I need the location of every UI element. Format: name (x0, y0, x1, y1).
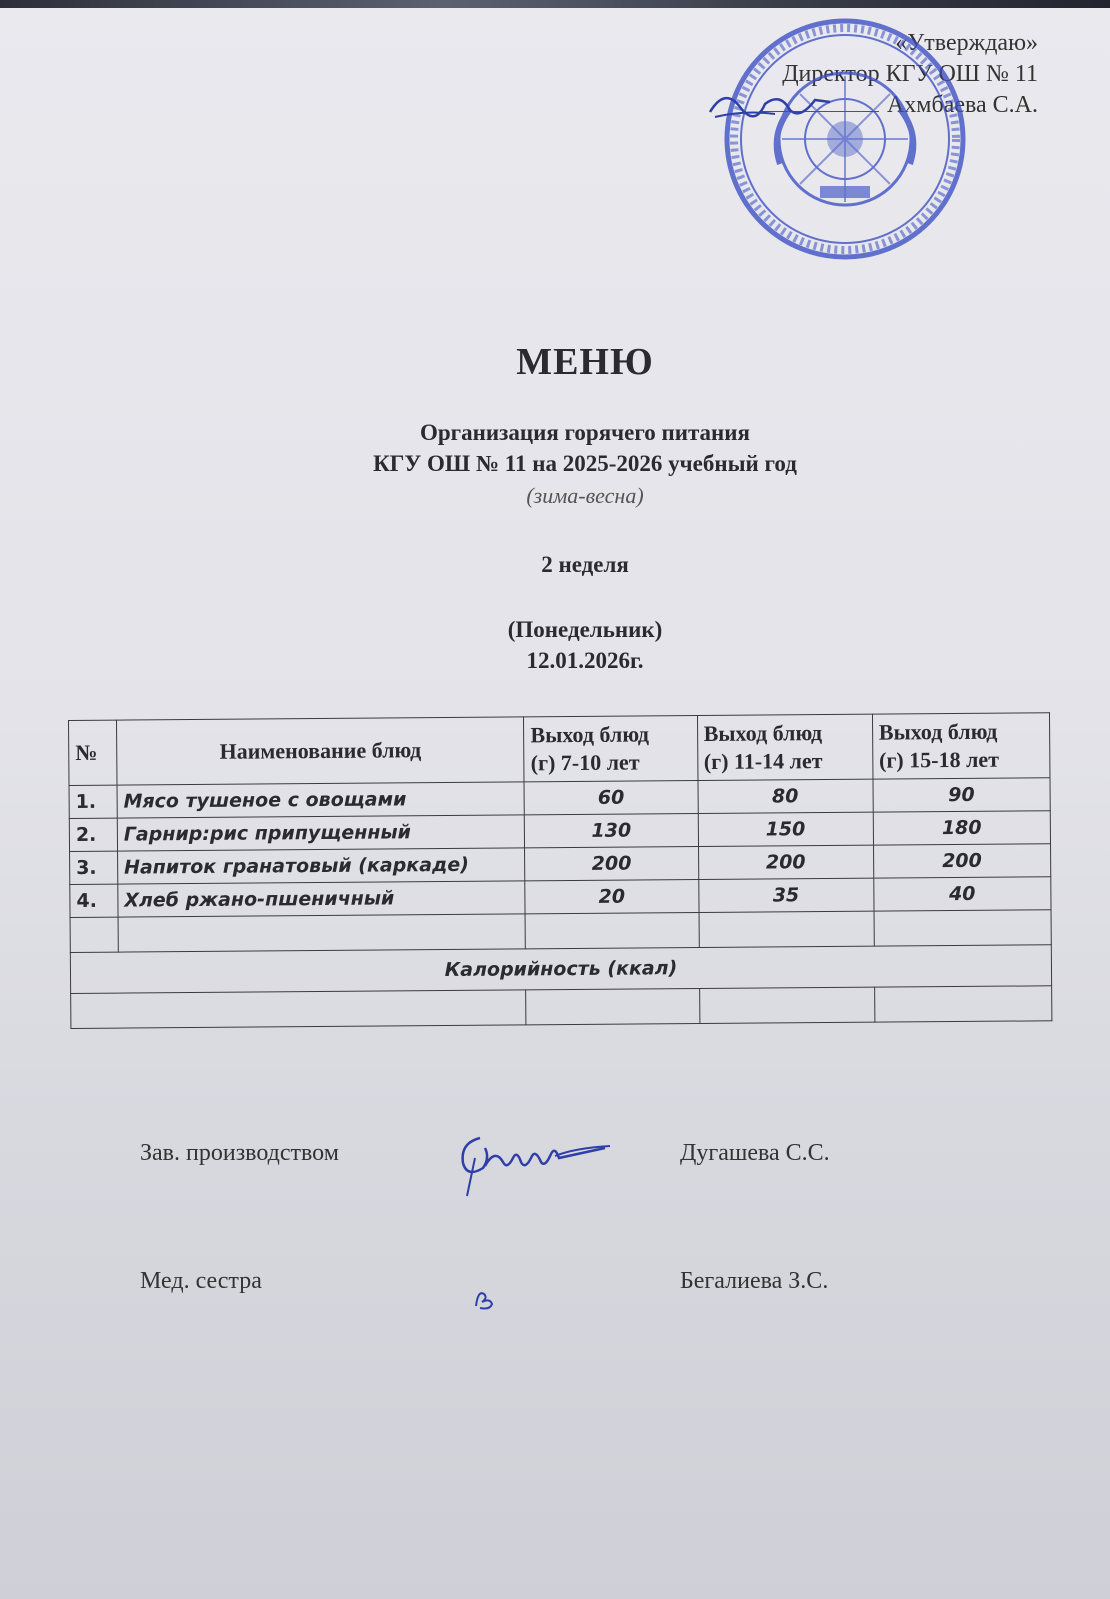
organization-line-1: Организация горячего питания (419, 420, 750, 445)
calories-label: Калорийность (ккал) (70, 945, 1051, 994)
header-yield-15-18: Выход блюд (г) 15-18 лет (872, 713, 1050, 779)
row-name: Гарнир:рис припущенный (117, 815, 525, 851)
organization-line-2: КГУ ОШ № 11 на 2025-2026 учебный год (373, 451, 797, 476)
row-value-11-14: 150 (698, 812, 873, 846)
row-num: 4. (70, 884, 118, 917)
production-manager-label: Зав. производством (140, 1140, 339, 1166)
row-value-15-18: 200 (873, 844, 1051, 878)
nurse-name: Бегалиева З.С. (680, 1268, 829, 1294)
photo-top-edge (0, 0, 1110, 8)
menu-table (68, 712, 1052, 1029)
row-value-7-10: 200 (525, 847, 698, 881)
approval-line-1: «Утверждаю» (895, 30, 1038, 56)
row-value-15-18: 90 (873, 778, 1051, 812)
production-signature-icon (455, 1118, 615, 1208)
row-value-7-10: 60 (524, 781, 697, 815)
header-yield-11-14: Выход блюд (г) 11-14 лет (697, 714, 873, 780)
season: (зима-весна) (526, 483, 644, 508)
approval-line-3: Ахмбаева С.А. (886, 92, 1038, 118)
row-name: Мясо тушеное с овощами (117, 782, 525, 818)
week-label: 2 неделя (541, 552, 629, 577)
row-value-11-14: 200 (698, 845, 873, 879)
row-num: 1. (69, 785, 117, 818)
row-value-7-10: 130 (525, 814, 698, 848)
row-value-15-18: 180 (873, 811, 1051, 845)
table-header-row (69, 713, 1050, 786)
row-name: Напиток гранатовый (каркаде) (117, 848, 525, 884)
production-manager-name: Дугашева С.С. (680, 1140, 830, 1166)
date-label: 12.01.2026г. (526, 648, 644, 673)
approval-line-2: Директор КГУ ОШ № 11 (782, 61, 1038, 87)
row-num: 2. (69, 818, 117, 851)
row-name: Хлеб ржано-пшеничный (118, 881, 526, 917)
header-yield-7-10: Выход блюд (г) 7-10 лет (524, 716, 698, 782)
official-stamp-icon (720, 14, 970, 264)
nurse-signature-icon (470, 1284, 500, 1314)
director-signature-icon (705, 82, 835, 132)
row-value-7-10: 20 (525, 880, 698, 914)
nurse-label: Мед. сестра (140, 1268, 262, 1294)
row-value-15-18: 40 (873, 877, 1051, 911)
day-label: (Понедельник) (507, 617, 663, 642)
row-value-11-14: 80 (698, 779, 873, 813)
header-name: Наименование блюд (116, 717, 524, 785)
row-value-11-14: 35 (698, 878, 873, 912)
page-title: МЕНЮ (516, 341, 654, 383)
header-num: № (69, 720, 117, 785)
row-num: 3. (70, 851, 118, 884)
calories-values-row (71, 986, 1052, 1029)
